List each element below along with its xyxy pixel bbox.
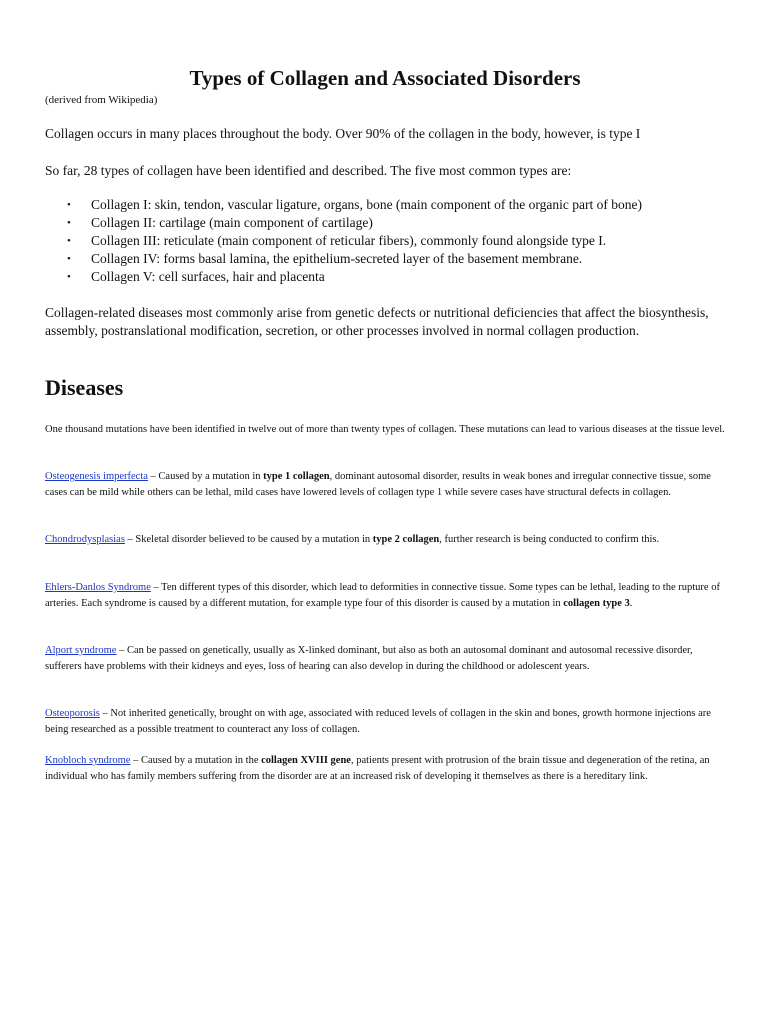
disease-text: – Caused by a mutation in [147,471,264,482]
disease-entry-osteoporosis [45,706,725,737]
list-item [45,250,725,268]
list-item-text: Collagen I: skin, tendon, vascular ligature, organs, bone (main component of the organic part of bone) [91,197,642,212]
source-note: (derived from Wikipedia) [45,94,158,106]
disease-entry-ehlers-danlos [45,580,725,611]
intro-paragraph-2: So far, 28 types of collagen have been identified and described. The five most common types are: [45,163,572,178]
disease-text-rest: , patients present with protrusion of the brain tissue and degeneration of the retina, an individual who has family members suffering from the disorder are at an increased risk of developing it themselves as there is a hereditary link. [45,755,710,782]
disease-collagen-type: collagen XVIII gene [261,755,351,766]
disease-entry-osteogenesis-imperfecta [45,469,725,500]
bullet-icon: • [67,253,71,265]
disease-text-rest: , dominant autosomal disorder, results in weak bones and irregular connective tissue, some cases can be mild while others can be lethal, mild cases have lowered levels of collagen type 1 while severe cases have structural defects in collagen. [45,471,711,498]
list-item-text: Collagen II: cartilage (main component of cartilage) [91,215,373,230]
list-item [45,268,725,286]
collagen-types-list [45,196,725,286]
list-item-text: Collagen V: cell surfaces, hair and placenta [91,269,325,284]
intro-paragraph-1: Collagen occurs in many places throughout the body. Over 90% of the collagen in the body, however, is type I [45,126,641,141]
disease-text-rest: , further research is being conducted to confirm this. [439,534,660,545]
disease-text: – Not inherited genetically, brought on with age, associated with reduced levels of collagen in the skin and bones, growth hormone injections are being researched as a possible treatment to counteract any loss of collagen. [45,708,711,735]
disease-entry-alport-syndrome [45,643,725,674]
chondrodysplasias-link[interactable]: Chondrodysplasias [45,534,125,545]
osteoporosis-link[interactable]: Osteoporosis [45,708,100,719]
disease-collagen-type: type 2 collagen [372,534,440,545]
summary-paragraph: Collagen-related diseases most commonly arise from genetic defects or nutritional deficiencies that affect the biosynthesis, assembly, postranslational modification, secretion, or other processes involved in normal collagen production. [45,305,709,338]
disease-text: – Can be passed on genetically, usually as X-linked dominant, but also as both an autosomal dominant and autosomal recessive disorder, sufferers have problems with their kidneys and eyes, loss of hearing can also develop in during the childhood or adolescent years. [45,645,693,672]
list-item [45,214,725,232]
diseases-heading: Diseases [45,375,124,400]
disease-entry-chondrodysplasias [45,532,725,548]
disease-collagen-type: type 1 collagen [263,471,330,482]
knobloch-syndrome-link[interactable]: Knobloch syndrome [45,755,131,766]
bullet-icon: • [67,199,71,211]
page-title: Types of Collagen and Associated Disorders [189,66,581,90]
disease-text-rest: . [629,597,633,609]
bullet-icon: • [67,235,71,247]
disease-text: – Skeletal disorder believed to be caused by a mutation in [124,534,373,545]
list-item [45,232,725,250]
ehlers-danlos-syndrome-link[interactable]: Ehlers-Danlos Syndrome [45,582,151,593]
disease-collagen-type: collagen type 3 [563,597,630,609]
list-item-text: Collagen IV: forms basal lamina, the epithelium-secreted layer of the basement membrane. [91,251,583,266]
disease-entry-knobloch-syndrome [45,753,725,784]
disease-text: – Caused by a mutation in the [130,755,262,766]
list-item [45,196,725,214]
disease-text: – Ten different types of this disorder, which lead to deformities in connective tissue. Some types can be lethal, leading to the rupture of arteries. Each syndrome is caused by a different mutation, for example type four of this disorder is caused by a mutation in [45,582,720,609]
bullet-icon: • [67,271,71,283]
list-item-text: Collagen III: reticulate (main component of reticular fibers), commonly found alongside type I. [91,233,607,248]
bullet-icon: • [67,217,71,229]
diseases-intro: One thousand mutations have been identified in twelve out of more than twenty types of collagen. These mutations can lead to various diseases at the tissue level. [45,424,725,435]
alport-syndrome-link[interactable]: Alport syndrome [45,645,117,656]
osteogenesis-imperfecta-link[interactable]: Osteogenesis imperfecta [45,471,148,482]
